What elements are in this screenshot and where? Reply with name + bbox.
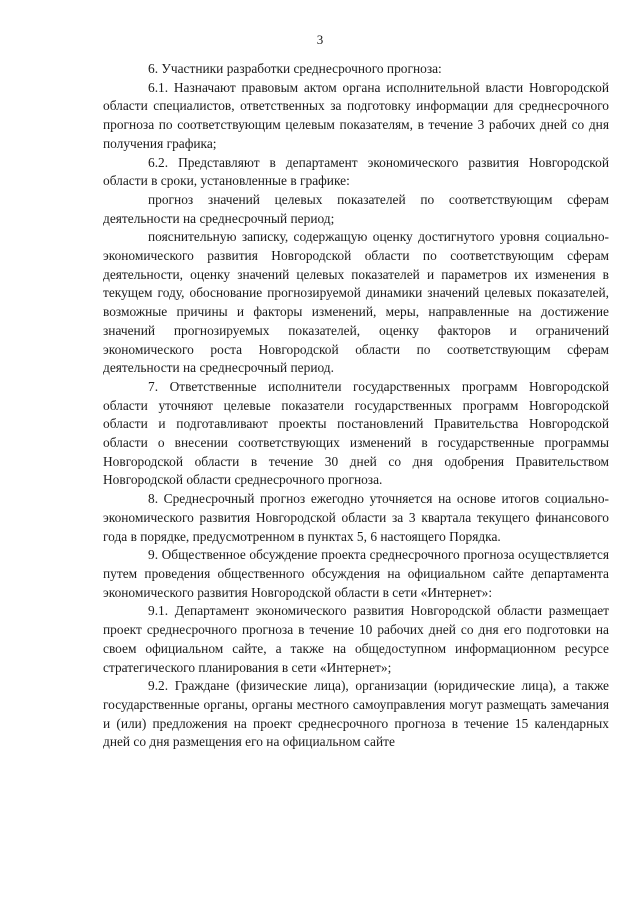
- paragraph-8: 8. Среднесрочный прогноз ежегодно уточняется на основе итогов социально-экономического развития Новгородской области за 3 квартала текущего финансового года в порядке, предусмотренном в пунктах 5, 6 настоящего Порядка.: [103, 491, 609, 544]
- paragraph-9-1: 9.1. Департамент экономического развития Новгородской области размещает проект среднесрочного прогноза в течение 10 рабочих дней со дня его подготовки на своем официальном сайте, а также на общедоступном информационном ресурсе стратегического планирования в сети «Интернет»;: [103, 603, 609, 675]
- paragraph-6-1: 6.1. Назначают правовым актом органа исполнительной власти Новгородской области специалистов, ответственных за подготовку информации для среднесрочного прогноза по соответствующим целевым показателям, в течение 3 рабочих дней со дня получения графика;: [103, 79, 609, 151]
- paragraph-9: 9. Общественное обсуждение проекта среднесрочного прогноза осуществляется путем проведения общественного обсуждения на официальном сайте департамента экономического развития Новгородской области в сети «Интернет»:: [103, 547, 609, 600]
- paragraph-7: 7. Ответственные исполнители государственных программ Новгородской области уточняют целевые показатели государственных программ Новгородской области и подготавливают проекты постановлений Правительства Новгородской области о внесении соответствующих изменений в государственные программы Новгородской области в течение 30 дней со дня одобрения Правительством Новгородской области среднесрочного прогноза.: [103, 378, 609, 488]
- page-number: 3: [316, 32, 324, 47]
- document-body: [103, 60, 609, 752]
- paragraph-9-2: 9.2. Граждане (физические лица), организации (юридические лица), а также государственные органы, органы местного самоуправления могут размещать замечания и (или) предложения на проект среднесрочного прогноза в течение 15 календарных дней со дня размещения его на официальном сайте: [103, 678, 609, 750]
- paragraph-6-2-forecast: прогноз значений целевых показателей по соответствующим сферам деятельности на среднесрочный период;: [103, 191, 609, 226]
- paragraph-6: 6. Участники разработки среднесрочного прогноза:: [148, 61, 442, 76]
- paragraph-6-2-explanatory-note: пояснительную записку, содержащую оценку достигнутого уровня социально-экономического развития Новгородской области по соответствующим сферам деятельности, оценку значений целевых показателей и параметров их изменения в текущем году, обоснование прогнозируемой динамики значений целевых показателей, возможные причины и факторы изменений, меры, направленные на достижение значений прогнозируемых показателей, оценку факторов и ограничений экономического роста Новгородской области по соответствующим сферам деятельности на среднесрочный период.: [103, 229, 609, 376]
- paragraph-6-2: 6.2. Представляют в департамент экономического развития Новгородской области в сроки, установленные в графике:: [103, 154, 609, 189]
